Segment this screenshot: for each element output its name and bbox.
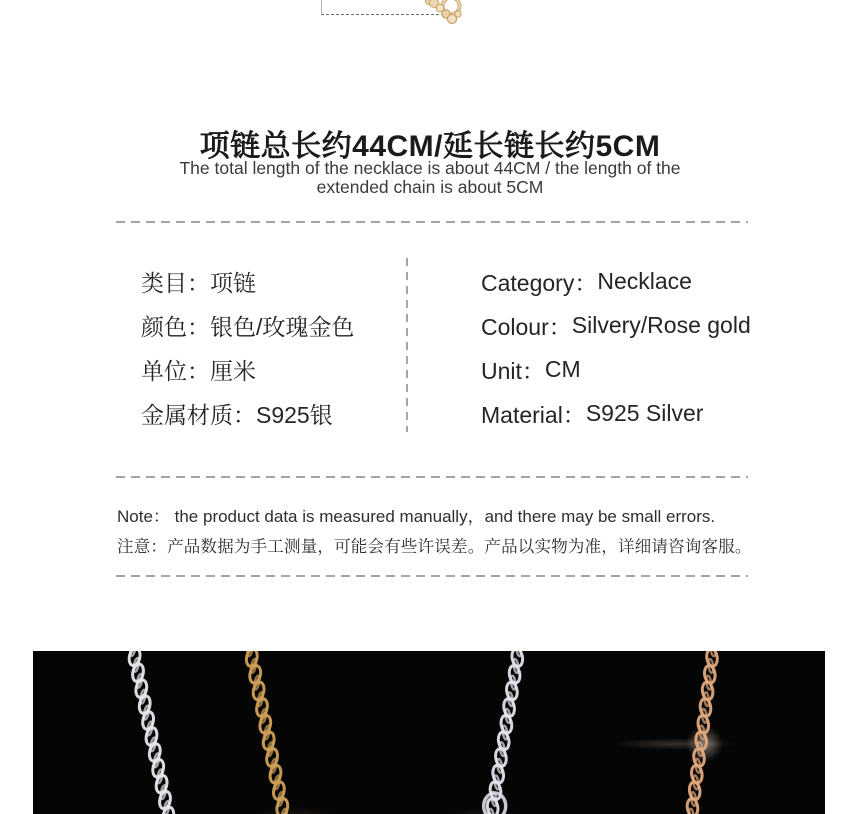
gold-chain xyxy=(242,651,293,814)
spec-label: 颜色： xyxy=(141,313,210,340)
spec-value: Necklace xyxy=(597,267,692,294)
spec-column-chinese xyxy=(141,259,354,435)
spec-label: 类目： xyxy=(141,269,210,296)
dashed-divider-middle xyxy=(116,476,748,478)
dashed-divider-top xyxy=(116,221,748,223)
chains-illustration xyxy=(33,651,825,814)
rose-gold-chain xyxy=(684,651,720,814)
spec-label: Unit： xyxy=(481,357,545,384)
spec-label: Material： xyxy=(481,401,586,428)
spec-label: Colour： xyxy=(481,313,572,340)
spec-row-colour-en xyxy=(481,303,751,347)
spec-row-material-en xyxy=(481,391,751,435)
note-english: Note： the product data is measured manually，and there may be small errors. xyxy=(117,507,716,526)
dashed-divider-bottom xyxy=(116,575,748,577)
page-subtitle xyxy=(0,159,860,196)
spec-row-category-cn xyxy=(141,259,354,303)
spec-row-unit-en xyxy=(481,347,751,391)
spec-row-material-cn xyxy=(141,391,354,435)
spec-row-category-en xyxy=(481,259,751,303)
spec-value: S925银 xyxy=(256,401,333,428)
subtitle-line-2: extended chain is about 5CM xyxy=(316,176,544,197)
note-chinese: 注意：产品数据为手工测量，可能会有些许误差。产品以实物为准，详细请咨询客服。 xyxy=(117,538,752,556)
spec-row-colour-cn xyxy=(141,303,354,347)
spec-value: CM xyxy=(544,355,581,382)
spec-value: 厘米 xyxy=(210,357,256,384)
spec-value: 银色/玫瑰金色 xyxy=(210,313,355,340)
spec-value: Silvery/Rose gold xyxy=(571,311,751,338)
gold-clasp-ornament xyxy=(404,0,476,30)
silver-chain-left xyxy=(124,651,175,814)
spec-row-unit-cn xyxy=(141,347,354,391)
spec-label: Category： xyxy=(481,269,598,296)
subtitle-line-1: The total length of the necklace is about 44CM / the length of the xyxy=(179,158,681,178)
spec-label: 单位： xyxy=(141,357,210,384)
spec-value: S925 Silver xyxy=(585,399,704,426)
silver-chain-right xyxy=(483,651,526,814)
spec-label: 金属材质： xyxy=(141,401,256,428)
page-title: 项链总长约44CM/延长链长约5CM xyxy=(199,130,661,163)
product-photo-chains xyxy=(33,651,825,814)
spec-value: 项链 xyxy=(210,269,256,296)
spec-column-english xyxy=(481,259,751,435)
dashed-column-divider xyxy=(406,258,408,432)
